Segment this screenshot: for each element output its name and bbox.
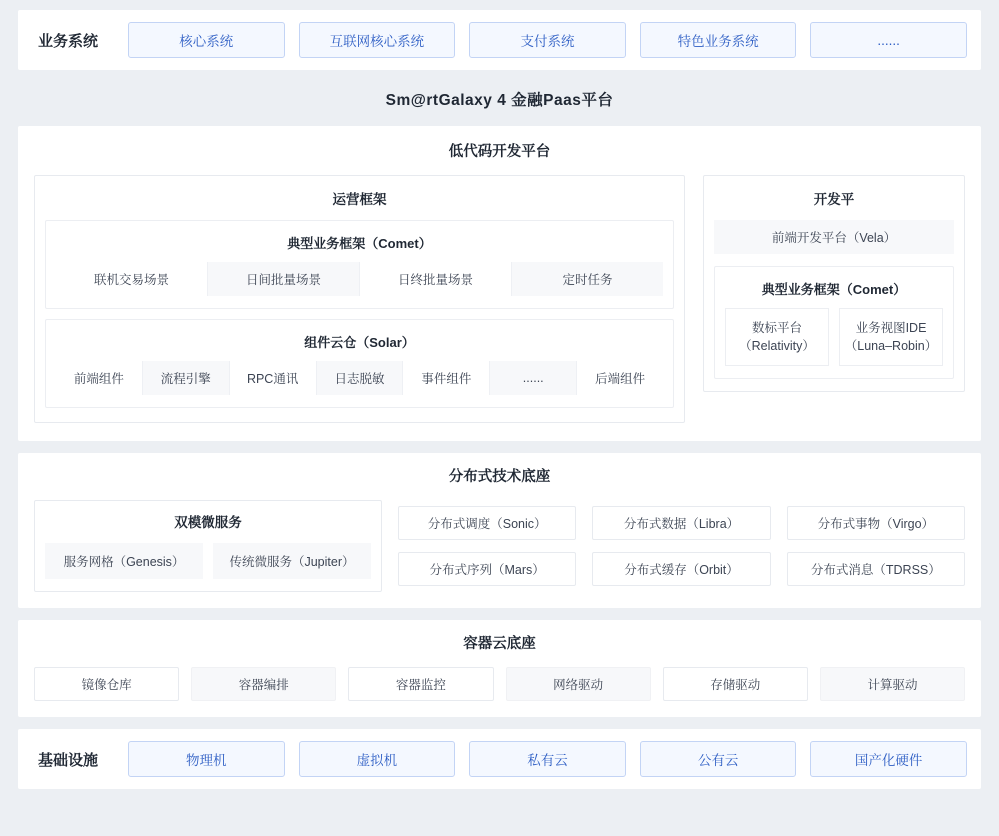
container-cloud-item[interactable]: 计算驱动 [820,667,965,701]
distributed-capability[interactable]: 分布式数据（Libra） [592,506,770,540]
business-systems-title: 业务系统 [38,32,99,50]
dev-platform-title: 开发平 [813,192,855,207]
vela-frontend-platform[interactable]: 前端开发平台（Vela） [714,220,954,254]
container-cloud-item[interactable]: 存储驱动 [663,667,808,701]
dual-mode-microservice-panel [34,500,382,592]
dev-platform-panel [703,175,965,392]
solar-item[interactable]: 前端组件 [56,361,143,395]
infrastructure-item[interactable]: 公有云 [640,741,797,777]
dual-mode-title: 双模微服务 [174,515,242,530]
comet-framework-box [45,220,674,309]
dev-comet-item-line2: （Luna–Robin） [844,339,938,353]
dev-comet-items [725,308,943,366]
dev-comet-title: 典型业务框架（Comet） [761,282,907,297]
distributed-capability[interactable]: 分布式序列（Mars） [398,552,576,586]
distributed-capability[interactable]: 分布式缓存（Orbit） [592,552,770,586]
dev-comet-item[interactable] [839,308,943,366]
distributed-capability[interactable]: 分布式消息（TDRSS） [787,552,965,586]
dev-comet-box [714,266,954,379]
infrastructure-item[interactable]: 虚拟机 [299,741,456,777]
infrastructure-items [128,741,967,777]
container-cloud-item[interactable]: 容器编排 [191,667,336,701]
infrastructure-item[interactable]: 物理机 [128,741,285,777]
comet-item[interactable]: 联机交易场景 [56,262,208,296]
business-system-chip[interactable]: 互联网核心系统 [299,22,456,58]
infrastructure-item[interactable]: 国产化硬件 [810,741,967,777]
comet-item[interactable]: 日间批量场景 [208,262,360,296]
container-cloud-items [34,667,965,701]
business-system-chip[interactable]: 支付系统 [469,22,626,58]
dev-comet-item-line2: （Relativity） [739,339,815,353]
solar-item[interactable]: 日志脱敏 [317,361,404,395]
dual-mode-item[interactable]: 服务网格（Genesis） [45,543,203,579]
dev-comet-item[interactable] [725,308,829,366]
operations-framework-title: 运营框架 [332,192,387,207]
container-cloud-item[interactable]: 容器监控 [348,667,493,701]
container-cloud-section [18,620,981,717]
infrastructure-row [18,729,981,789]
business-systems-items [128,22,967,58]
infrastructure-item[interactable]: 私有云 [469,741,626,777]
distributed-tech-title: 分布式技术底座 [448,469,551,485]
distributed-capability-grid [398,500,965,592]
container-cloud-item[interactable]: 镜像仓库 [34,667,179,701]
solar-component-box [45,319,674,408]
solar-item-more[interactable]: ...... [490,361,577,395]
solar-component-title: 组件云仓（Solar） [304,335,415,350]
operations-framework-panel [34,175,685,423]
business-system-chip[interactable]: 特色业务系统 [640,22,797,58]
business-system-chip[interactable]: 核心系统 [128,22,285,58]
dev-comet-item-line1: 业务视图IDE [855,320,927,335]
solar-component-items [56,361,663,395]
business-systems-row [18,10,981,70]
infrastructure-title: 基础设施 [38,751,99,769]
container-cloud-item[interactable]: 网络驱动 [506,667,651,701]
solar-item[interactable]: 事件组件 [403,361,490,395]
container-cloud-title: 容器云底座 [463,636,536,652]
solar-item[interactable]: 流程引擎 [143,361,230,395]
lowcode-platform-section [18,126,981,441]
solar-item[interactable]: RPC通讯 [230,361,317,395]
comet-framework-title: 典型业务框架（Comet） [287,236,432,251]
comet-item[interactable]: 日终批量场景 [360,262,512,296]
comet-item[interactable]: 定时任务 [512,262,663,296]
business-system-chip-more[interactable]: ...... [810,22,967,58]
lowcode-platform-title: 低代码开发平台 [448,144,551,160]
distributed-tech-section [18,453,981,608]
dual-mode-item[interactable]: 传统微服务（Jupiter） [213,543,371,579]
dev-comet-item-line1: 数标平台 [751,320,802,335]
platform-title: Sm@rtGalaxy 4 金融Paas平台 [385,92,614,109]
solar-item[interactable]: 后端组件 [577,361,663,395]
distributed-capability[interactable]: 分布式事物（Virgo） [787,506,965,540]
dual-mode-items [45,543,371,579]
distributed-capability[interactable]: 分布式调度（Sonic） [398,506,576,540]
comet-framework-items [56,262,663,296]
